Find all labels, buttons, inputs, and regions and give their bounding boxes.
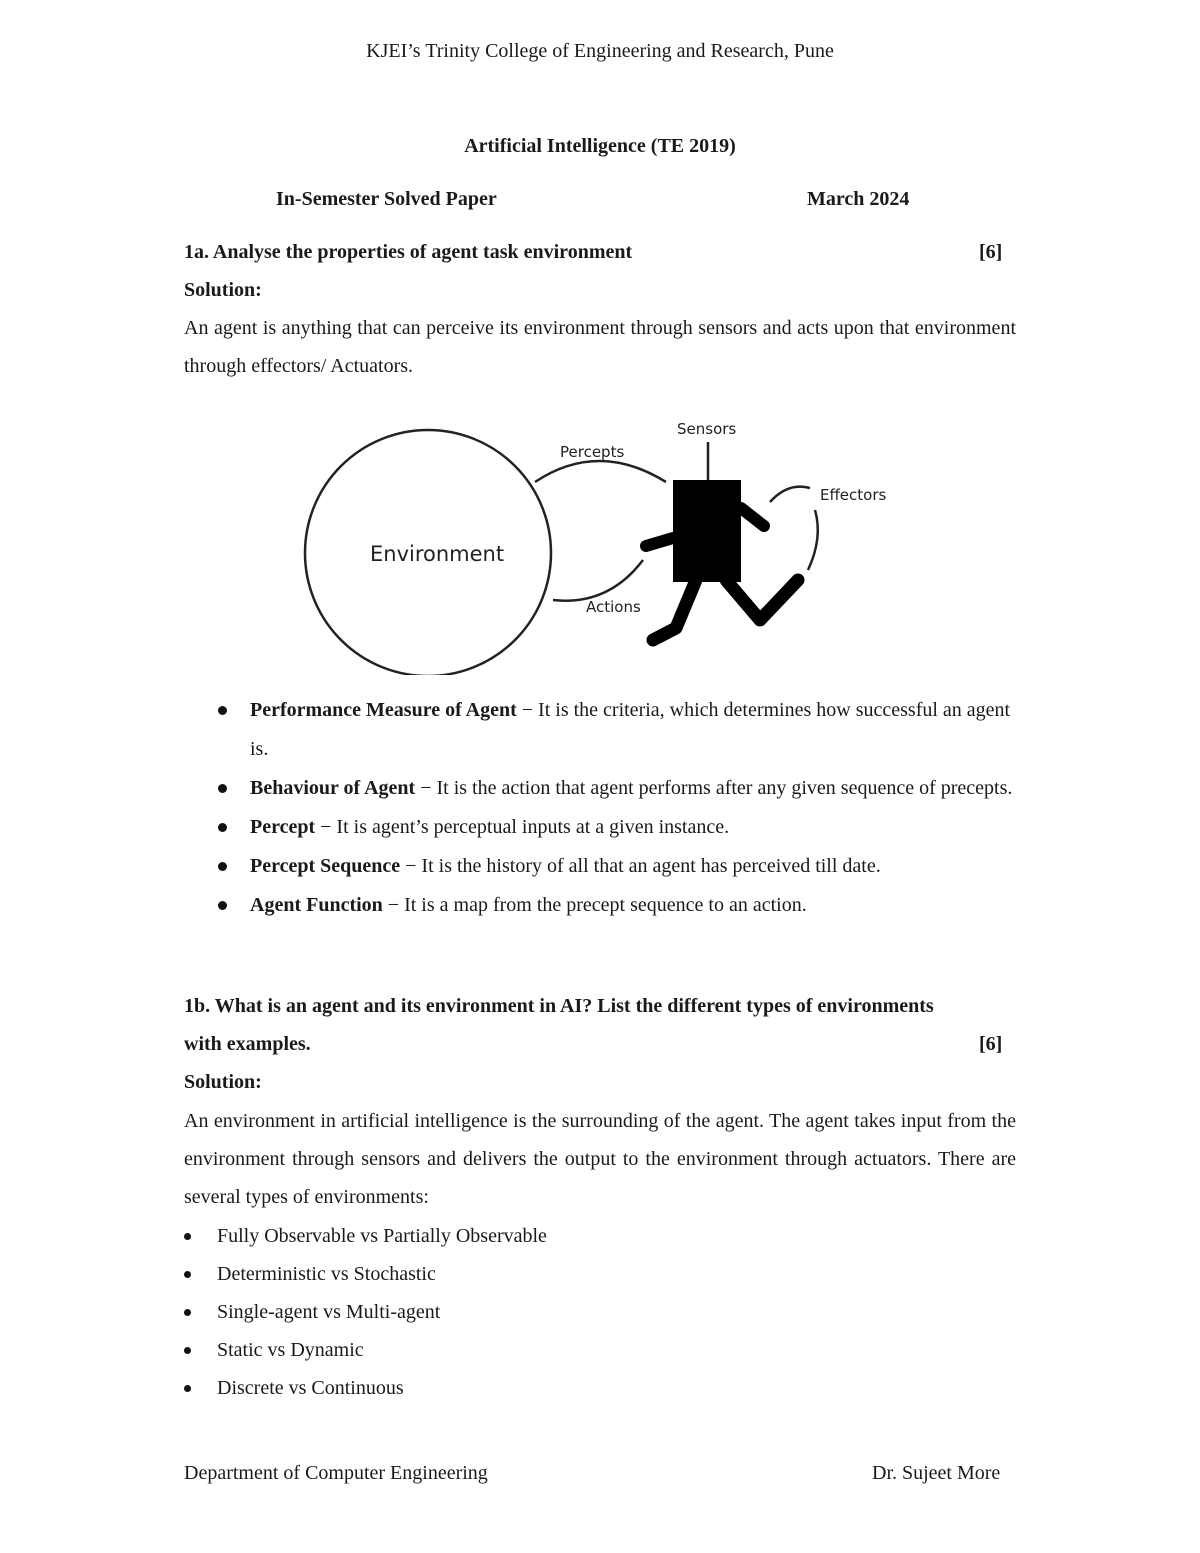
list-item bbox=[184, 1255, 984, 1293]
paper-type: In-Semester Solved Paper bbox=[276, 188, 497, 210]
paper-date: March 2024 bbox=[807, 188, 910, 210]
agent-definition: An agent is anything that can perceive its environment through sensors and acts upon that environment through effectors/ Actuators. bbox=[184, 317, 1016, 377]
question-1a-marks: [6] bbox=[979, 241, 1003, 263]
environment-type: Static vs Dynamic bbox=[217, 1339, 364, 1361]
definition: − It is a map from the precept sequence to an action. bbox=[382, 894, 807, 916]
definition: − It is agent’s perceptual inputs at a given instance. bbox=[315, 816, 730, 838]
bullet-icon bbox=[218, 706, 227, 715]
agent-leg-left bbox=[653, 580, 696, 640]
page-header: KJEI’s Trinity College of Engineering and Research, Pune bbox=[366, 40, 834, 62]
question-1b-marks: [6] bbox=[979, 1033, 1003, 1055]
term: Agent Function bbox=[250, 894, 383, 916]
effectors-label: Effectors bbox=[820, 486, 887, 504]
definition: − It is the history of all that an agent has perceived till date. bbox=[400, 855, 881, 877]
agent-properties-list bbox=[218, 691, 1018, 925]
list-item bbox=[218, 847, 1018, 886]
agent-arm-left bbox=[646, 538, 673, 546]
footer-department: Department of Computer Engineering bbox=[184, 1462, 488, 1484]
list-item bbox=[218, 769, 1018, 808]
sensors-label: Sensors bbox=[677, 420, 737, 438]
solution-label-1a: Solution: bbox=[184, 279, 262, 301]
agent-arm-right bbox=[741, 508, 764, 526]
bullet-icon bbox=[218, 862, 227, 871]
paper-title: Artificial Intelligence (TE 2019) bbox=[464, 135, 736, 157]
term: Behaviour of Agent bbox=[250, 777, 416, 799]
environment-type: Discrete vs Continuous bbox=[217, 1377, 404, 1399]
agent-environment-diagram bbox=[298, 410, 898, 675]
bullet-icon bbox=[218, 784, 227, 793]
percepts-arc bbox=[535, 461, 666, 482]
list-item bbox=[184, 1293, 984, 1331]
agent-leg-right bbox=[726, 580, 798, 620]
bullet-icon bbox=[184, 1385, 191, 1392]
list-item bbox=[218, 808, 1018, 847]
effectors-arc-top bbox=[770, 487, 810, 502]
definition: − It is the action that agent performs after any given sequence of precepts. bbox=[415, 777, 1013, 799]
environment-type: Deterministic vs Stochastic bbox=[217, 1263, 436, 1285]
footer-author: Dr. Sujeet More bbox=[872, 1462, 1001, 1484]
question-1a: 1a. Analyse the properties of agent task environment bbox=[184, 241, 633, 263]
bullet-icon bbox=[218, 901, 227, 910]
actions-arc bbox=[553, 560, 643, 601]
effectors-arc-side bbox=[808, 510, 818, 570]
definition: − It is the criteria, which determines how successful an agent is. bbox=[250, 699, 1011, 760]
environment-types-list bbox=[184, 1217, 984, 1407]
question-1b-line2: with examples. bbox=[184, 1033, 311, 1055]
bullet-icon bbox=[184, 1271, 191, 1278]
list-item bbox=[184, 1369, 984, 1407]
list-item bbox=[218, 886, 1018, 925]
agent-body bbox=[673, 480, 741, 582]
actions-label: Actions bbox=[586, 598, 641, 616]
bullet-icon bbox=[218, 823, 227, 832]
term: Performance Measure of Agent bbox=[250, 699, 517, 721]
solution-label-1b: Solution: bbox=[184, 1071, 262, 1093]
term: Percept Sequence bbox=[250, 855, 401, 877]
environment-type: Fully Observable vs Partially Observable bbox=[217, 1225, 547, 1247]
list-item bbox=[218, 691, 1018, 769]
environment-type: Single-agent vs Multi-agent bbox=[217, 1301, 441, 1323]
bullet-icon bbox=[184, 1309, 191, 1316]
percepts-label: Percepts bbox=[560, 443, 625, 461]
list-item bbox=[184, 1331, 984, 1369]
bullet-icon bbox=[184, 1347, 191, 1354]
environment-definition: An environment in artificial intelligence is the surrounding of the agent. The agent takes input from the environment through sensors and delivers the output to the environment through actuators. There are several types of environments: bbox=[184, 1110, 1016, 1208]
question-1b-line1: 1b. What is an agent and its environment in AI? List the different types of environments bbox=[184, 995, 934, 1017]
bullet-icon bbox=[184, 1233, 191, 1240]
term: Percept bbox=[250, 816, 316, 838]
environment-label: Environment bbox=[370, 542, 505, 566]
list-item bbox=[184, 1217, 984, 1255]
